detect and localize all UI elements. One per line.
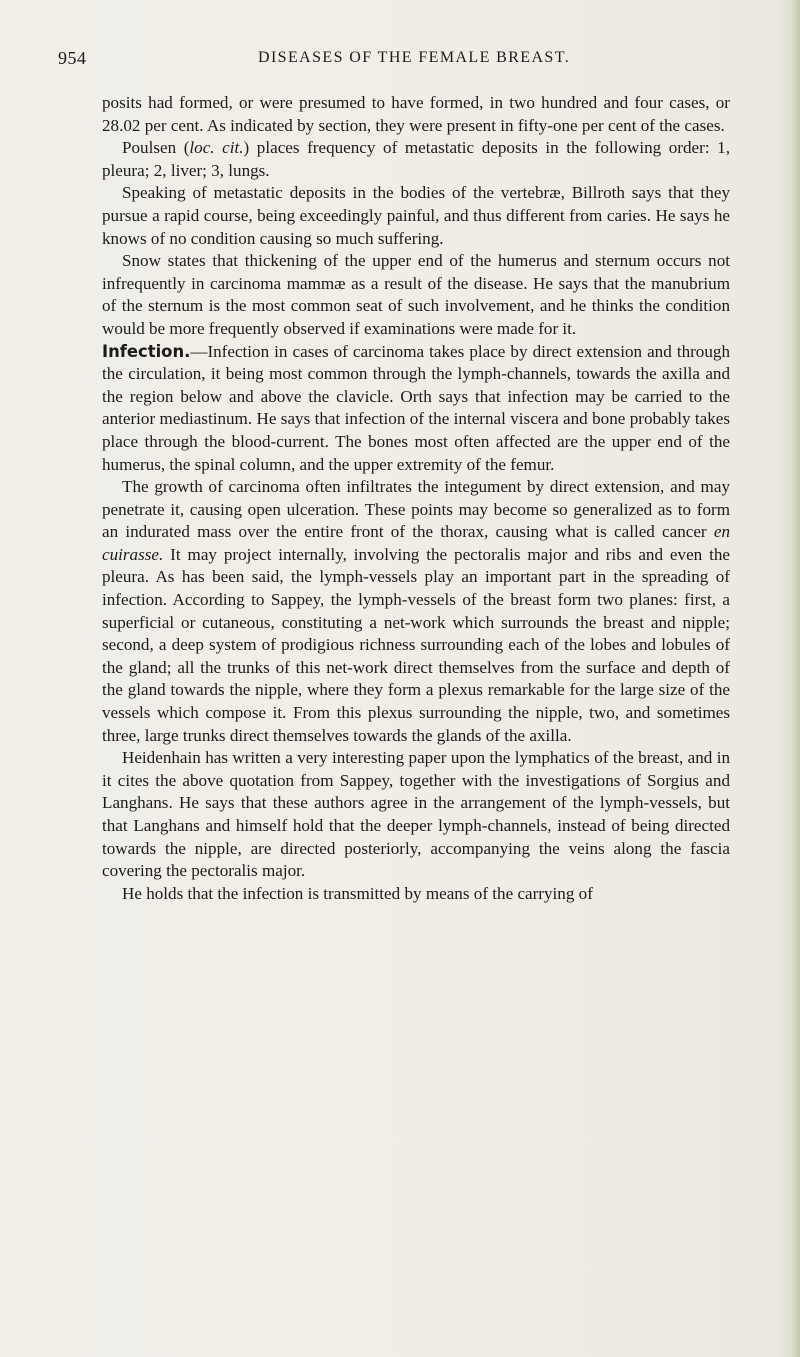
en-cuirasse-italic: en cuirasse.: [102, 522, 730, 564]
paragraph-2-text-b: ) places frequency of metastatic deposits in the following order: 1, pleura; 2, liver; 3, lungs.: [102, 138, 730, 180]
paragraph-7: [102, 747, 730, 883]
paragraph-6-text-a: The growth of carcinoma often infiltrates the integument by direct extension, and may penetrate it, causing open ulceration. These points may become so generalized as to form an indurated mass over the entire front of the thorax, causing what is called cancer: [102, 477, 730, 542]
paragraph-3-text: Speaking of metastatic deposits in the bodies of the vertebræ, Billroth says that they pursue a rapid course, being exceedingly painful, and thus different from caries. He says he knows of no condition causing so much suffering.: [102, 183, 730, 248]
paragraph-infection: [102, 341, 730, 477]
paragraph-1: [102, 92, 730, 137]
paragraph-8-text: He holds that the infection is transmitted by means of the carrying of: [122, 883, 593, 903]
paragraph-7-text: Heidenhain has written a very interesting paper upon the lymphatics of the breast, and in it cites the above quotation from Sappey, together with the investigations of Sorgius and Langhans. He says that these authors agree in the arrangement of the lymph-vessels, but that Langhans and himself hold that the deeper lymph-channels, instead of being directed towards the nipple, are directed posteriorly, accompanying the veins along the fascia covering the pectoralis major.: [102, 748, 730, 881]
paragraph-infection-text: —Infection in cases of carcinoma takes place by direct extension and through the circulation, it being most common through the lymph-channels, towards the axilla and the region below and above the clavicle. Orth says that infection may be carried to the anterior mediastinum. He says that infection of the internal viscera and bone probably takes place through the blood-current. The bones most often affected are the upper end of the humerus, the spinal column, and the upper extremity of the femur.: [102, 341, 730, 474]
page-body: [102, 92, 730, 905]
paragraph-4-text: Snow states that thickening of the upper end of the humerus and sternum occurs not infrequently in carcinoma mammæ as a result of the disease. He says that the manubrium of the sternum is the most common seat of such involvement, and he thinks the condition would be more frequently observed if examinations were made for it.: [102, 251, 730, 338]
loc-cit-italic: loc. cit.: [189, 138, 244, 158]
page-header: [58, 48, 748, 78]
page-edge-shadow: [778, 0, 800, 1357]
paragraph-3: [102, 182, 730, 250]
running-title: DISEASES OF THE FEMALE BREAST.: [258, 49, 571, 66]
paragraph-2: [102, 137, 730, 182]
page-number: 954: [58, 48, 87, 68]
paragraph-6: [102, 476, 730, 747]
paragraph-1-text: posits had formed, or were presumed to have formed, in two hundred and four cases, or 28.02 per cent. As indicated by section, they were present in fifty-one per cent of the cases.: [102, 93, 730, 135]
paragraph-8: [102, 883, 730, 906]
paragraph-6-text-b: It may project internally, involving the pectoralis major and ribs and even the pleura. As has been said, the lymph-vessels play an important part in the spreading of infection. According to Sappey, the lymph-vessels of the breast form two planes: first, a superficial or cutaneous, constituting a net-work which surrounds the breast and nipple; second, a deep system of prodigious richness surrounding each of the lobes and lobules of the gland; all the trunks of this net-work direct themselves from the surface and depth of the gland towards the nipple, where they form a plexus remarkable for the large size of the vessels which compose it. From this plexus surrounding the nipple, two, and sometimes three, large trunks direct themselves towards the glands of the axilla.: [102, 544, 730, 745]
paragraph-4: [102, 250, 730, 340]
paragraph-2-text-a: Poulsen (: [122, 138, 190, 158]
section-heading-infection: Infection.: [102, 341, 191, 361]
